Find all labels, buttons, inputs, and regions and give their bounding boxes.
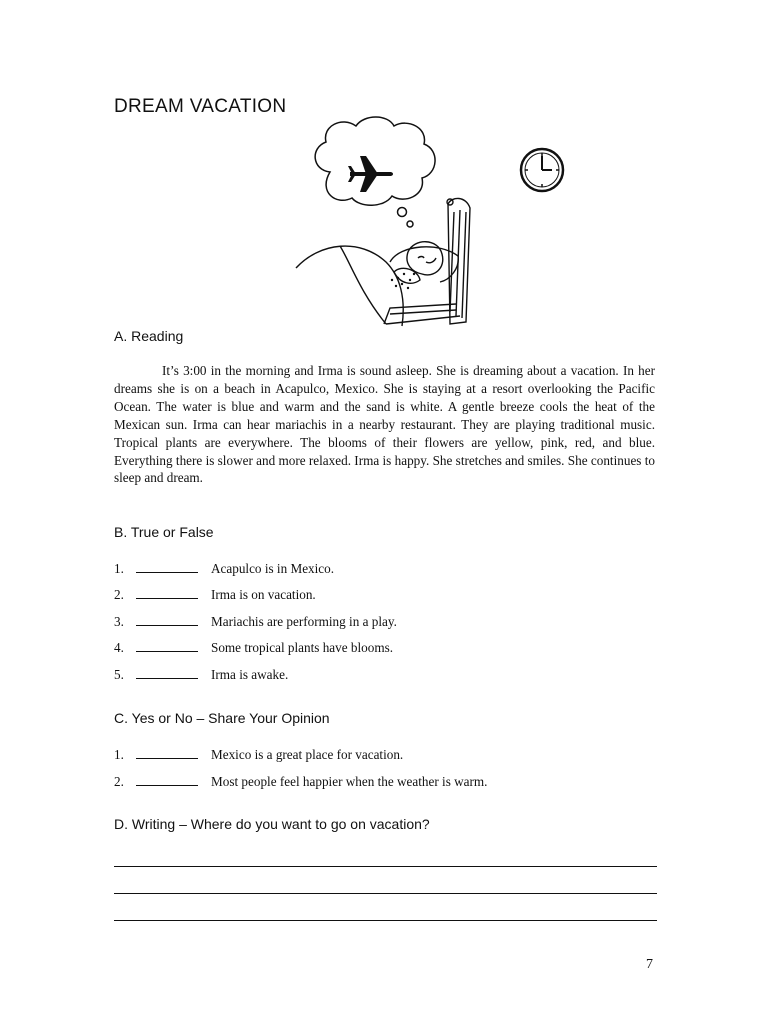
reading-passage: It’s 3:00 in the morning and Irma is sound asleep. She is dreaming about a vacation. In her dreams she is on a beach in Acapulco, Mexico. She is staying at a resort overlooking the Pacific Ocean. The water is blue and warm and the sand is white. A gentle breeze cools the heat of the Mexican sun. Irma can hear mariachis in a nearby restaurant. They are playing traditional music. Tropical plants are everywhere. The blooms of their flowers are yellow, pink, red, and blue. Everything there is slower and more relaxed. Irma is happy. She stretches and smiles. She continues to sleep and dream. [114, 363, 655, 486]
item-number: 2. [114, 774, 124, 789]
yes-no-item [114, 746, 403, 763]
page-number: 7 [646, 957, 653, 972]
true-false-item [114, 639, 393, 656]
section-b-heading: B. True or False [114, 524, 214, 540]
answer-blank[interactable] [136, 586, 198, 599]
item-number: 1. [114, 747, 124, 762]
yes-no-item [114, 773, 487, 790]
true-false-item [114, 586, 316, 603]
writing-line[interactable] [114, 893, 657, 894]
sleeping-dream-illustration [290, 112, 580, 334]
writing-line[interactable] [114, 866, 657, 867]
item-statement: Mexico is a great place for vacation. [211, 747, 404, 762]
item-number: 3. [114, 614, 124, 629]
item-statement: Some tropical plants have blooms. [211, 640, 394, 655]
true-false-item [114, 613, 397, 630]
item-statement: Most people feel happier when the weather is warm. [211, 774, 488, 789]
item-statement: Irma is on vacation. [211, 587, 316, 602]
section-a-heading: A. Reading [114, 328, 184, 344]
true-false-item [114, 560, 334, 577]
alarm-clock-icon [521, 149, 563, 191]
item-statement: Acapulco is in Mexico. [211, 561, 335, 576]
writing-line[interactable] [114, 920, 657, 921]
answer-blank[interactable] [136, 613, 198, 626]
section-d-heading: D. Writing – Where do you want to go on vacation? [114, 816, 430, 832]
true-false-item [114, 666, 288, 683]
item-number: 4. [114, 640, 124, 655]
answer-blank[interactable] [136, 666, 198, 679]
item-statement: Mariachis are performing in a play. [211, 614, 397, 629]
answer-blank[interactable] [136, 639, 198, 652]
sleeping-girl-in-bed-icon [296, 198, 470, 326]
page-title: DREAM VACATION [114, 96, 287, 117]
item-statement: Irma is awake. [211, 667, 289, 682]
item-number: 1. [114, 561, 124, 576]
item-number: 5. [114, 667, 124, 682]
section-c-heading: C. Yes or No – Share Your Opinion [114, 710, 330, 726]
item-number: 2. [114, 587, 124, 602]
answer-blank[interactable] [136, 773, 198, 786]
answer-blank[interactable] [136, 560, 198, 573]
answer-blank[interactable] [136, 746, 198, 759]
